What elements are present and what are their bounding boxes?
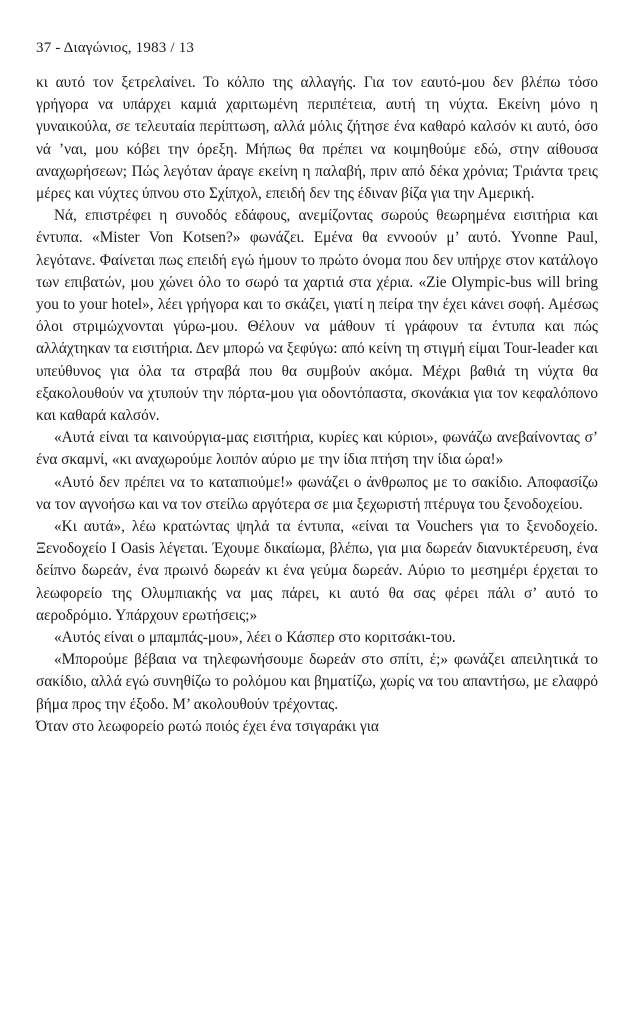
paragraph-5: «Κι αυτά», λέω κρατώντας ψηλά τα έντυπα, «είναι τα Vouchers για το ξενοδοχείο. Ξενοδοχείο I Oasis λέγεται. Έχουμε δικαίωμα, βλέπω, για μια δωρεάν διανυκτέρευση, ένα δείπνο δωρεάν, ένα πρωινό δωρεάν κι ένα γεύμα δωρεάν. Αύριο το μεσημέρι έρχεται το λεωφορείο της Ολυμπιακής να μας πάρει, κι αυτό θα σας φέρει πάλι σ’ αυτό το αεροδρόμιο. Υπάρχουν ερωτήσεις;» <box>36 518 598 624</box>
running-header: 37 - Διαγώνιος, 1983 / 13 <box>36 40 195 56</box>
paragraph-3: «Αυτά είναι τα καινούργια-μας εισιτήρια, κυρίες και κύριοι», φωνάζω ανεβαίνοντας σ’ ένα σκαμνί, «κι αναχωρούμε λοιπόν αύριο με την ίδια πτήση την ίδια ώρα!» <box>36 429 598 469</box>
body-text <box>36 72 598 738</box>
paragraph-1: κι αυτό τον ξετρελαίνει. Το κόλπο της αλλαγής. Για τον εαυτό-μου δεν βλέπω τόσο γρήγορα να υπάρχει καμιά χαριτωμένη περιπέτεια, αυτή τη νύχτα. Εκείνη μόνο η γυναικούλα, σε τελευταία περίπτωση, αλλά μόλις ζήτησε ένα καθαρό καλσόν κι αυτό, όσο νά ’ναι, μου κόβει την όρεξη. Μήπως θα πρέπει να κοιμηθούμε εδώ, στην αίθουσα αναχωρήσεων; Πώς λεγόταν άραγε εκείνη η παλαβή, πριν από δέκα χρόνια; Τριάντα τρεις μέρες και νύχτες ύπνου στο Σχίπχολ, επειδή δεν της έδιναν βίζα για την Αμερική. <box>36 74 598 203</box>
paragraph-7: «Μπορούμε βέβαια να τηλεφωνήσουμε δωρεάν στο σπίτι, έ;» φωνάζει απειλητικά το σακίδιο, αλλά εγώ συνηθίζω το ρολόμου και βηματίζω, χωρίς να του απαντήσω, με ελαφρό βήμα προς την έξοδο. Μ’ ακολουθούν τρέχοντας. <box>36 651 598 713</box>
paragraph-2: Νά, επιστρέφει η συνοδός εδάφους, ανεμίζοντας σωρούς θεωρημένα εισιτήρια και έντυπα. «Mister Von Kotsen?» φωνάζει. Εμένα θα εννοούν μ’ αυτό. Yvonne Paul, λεγότανε. Φαίνεται πως επειδή εγώ ήμουν το πρώτο όνομα που δεν υπήρχε στον κατάλογο των επιβατών, μου χώνει όλο το σωρό τα χαρτιά στα χέρια. «Zie Olympic-bus will bring you to your hotel», λέει γρήγορα και το σκάζει, γιατί η πείρα την έχει κάνει σοφή. Αμέσως όλοι στριμώχνονται γύρω-μου. Θέλουν να μάθουν τί γράφουν τα έντυπα και πώς αλλάχτηκαν τα εισιτήρια. Δεν μπορώ να ξεφύγω: από κείνη τη στιγμή είμαι Tour-leader και υπεύθυνος για όλα τα στραβά που θα συμβούν ακόμα. Μέχρι βαθιά τη νύχτα θα εξακολουθούν να χτυπούν την πόρτα-μου για οδοντόπαστα, σκονάκια για τον κεφαλόπονο και καθαρά καλσόν. <box>36 207 598 425</box>
paragraph-8: Όταν στο λεωφορείο ρωτώ ποιός έχει ένα τσιγαράκι για <box>36 717 379 735</box>
paragraph-4: «Αυτό δεν πρέπει να το καταπιούμε!» φωνάζει ο άνθρωπος με το σακίδιο. Αποφασίζω να τον αγνοήσω και να τον στείλω αργότερα σε μια ξεχωριστή πτέρυγα του ξενοδοχείου. <box>36 473 598 513</box>
paragraph-6: «Αυτός είναι ο μπαμπάς-μου», λέει ο Κάσπερ στο κοριτσάκι-του. <box>54 629 456 647</box>
